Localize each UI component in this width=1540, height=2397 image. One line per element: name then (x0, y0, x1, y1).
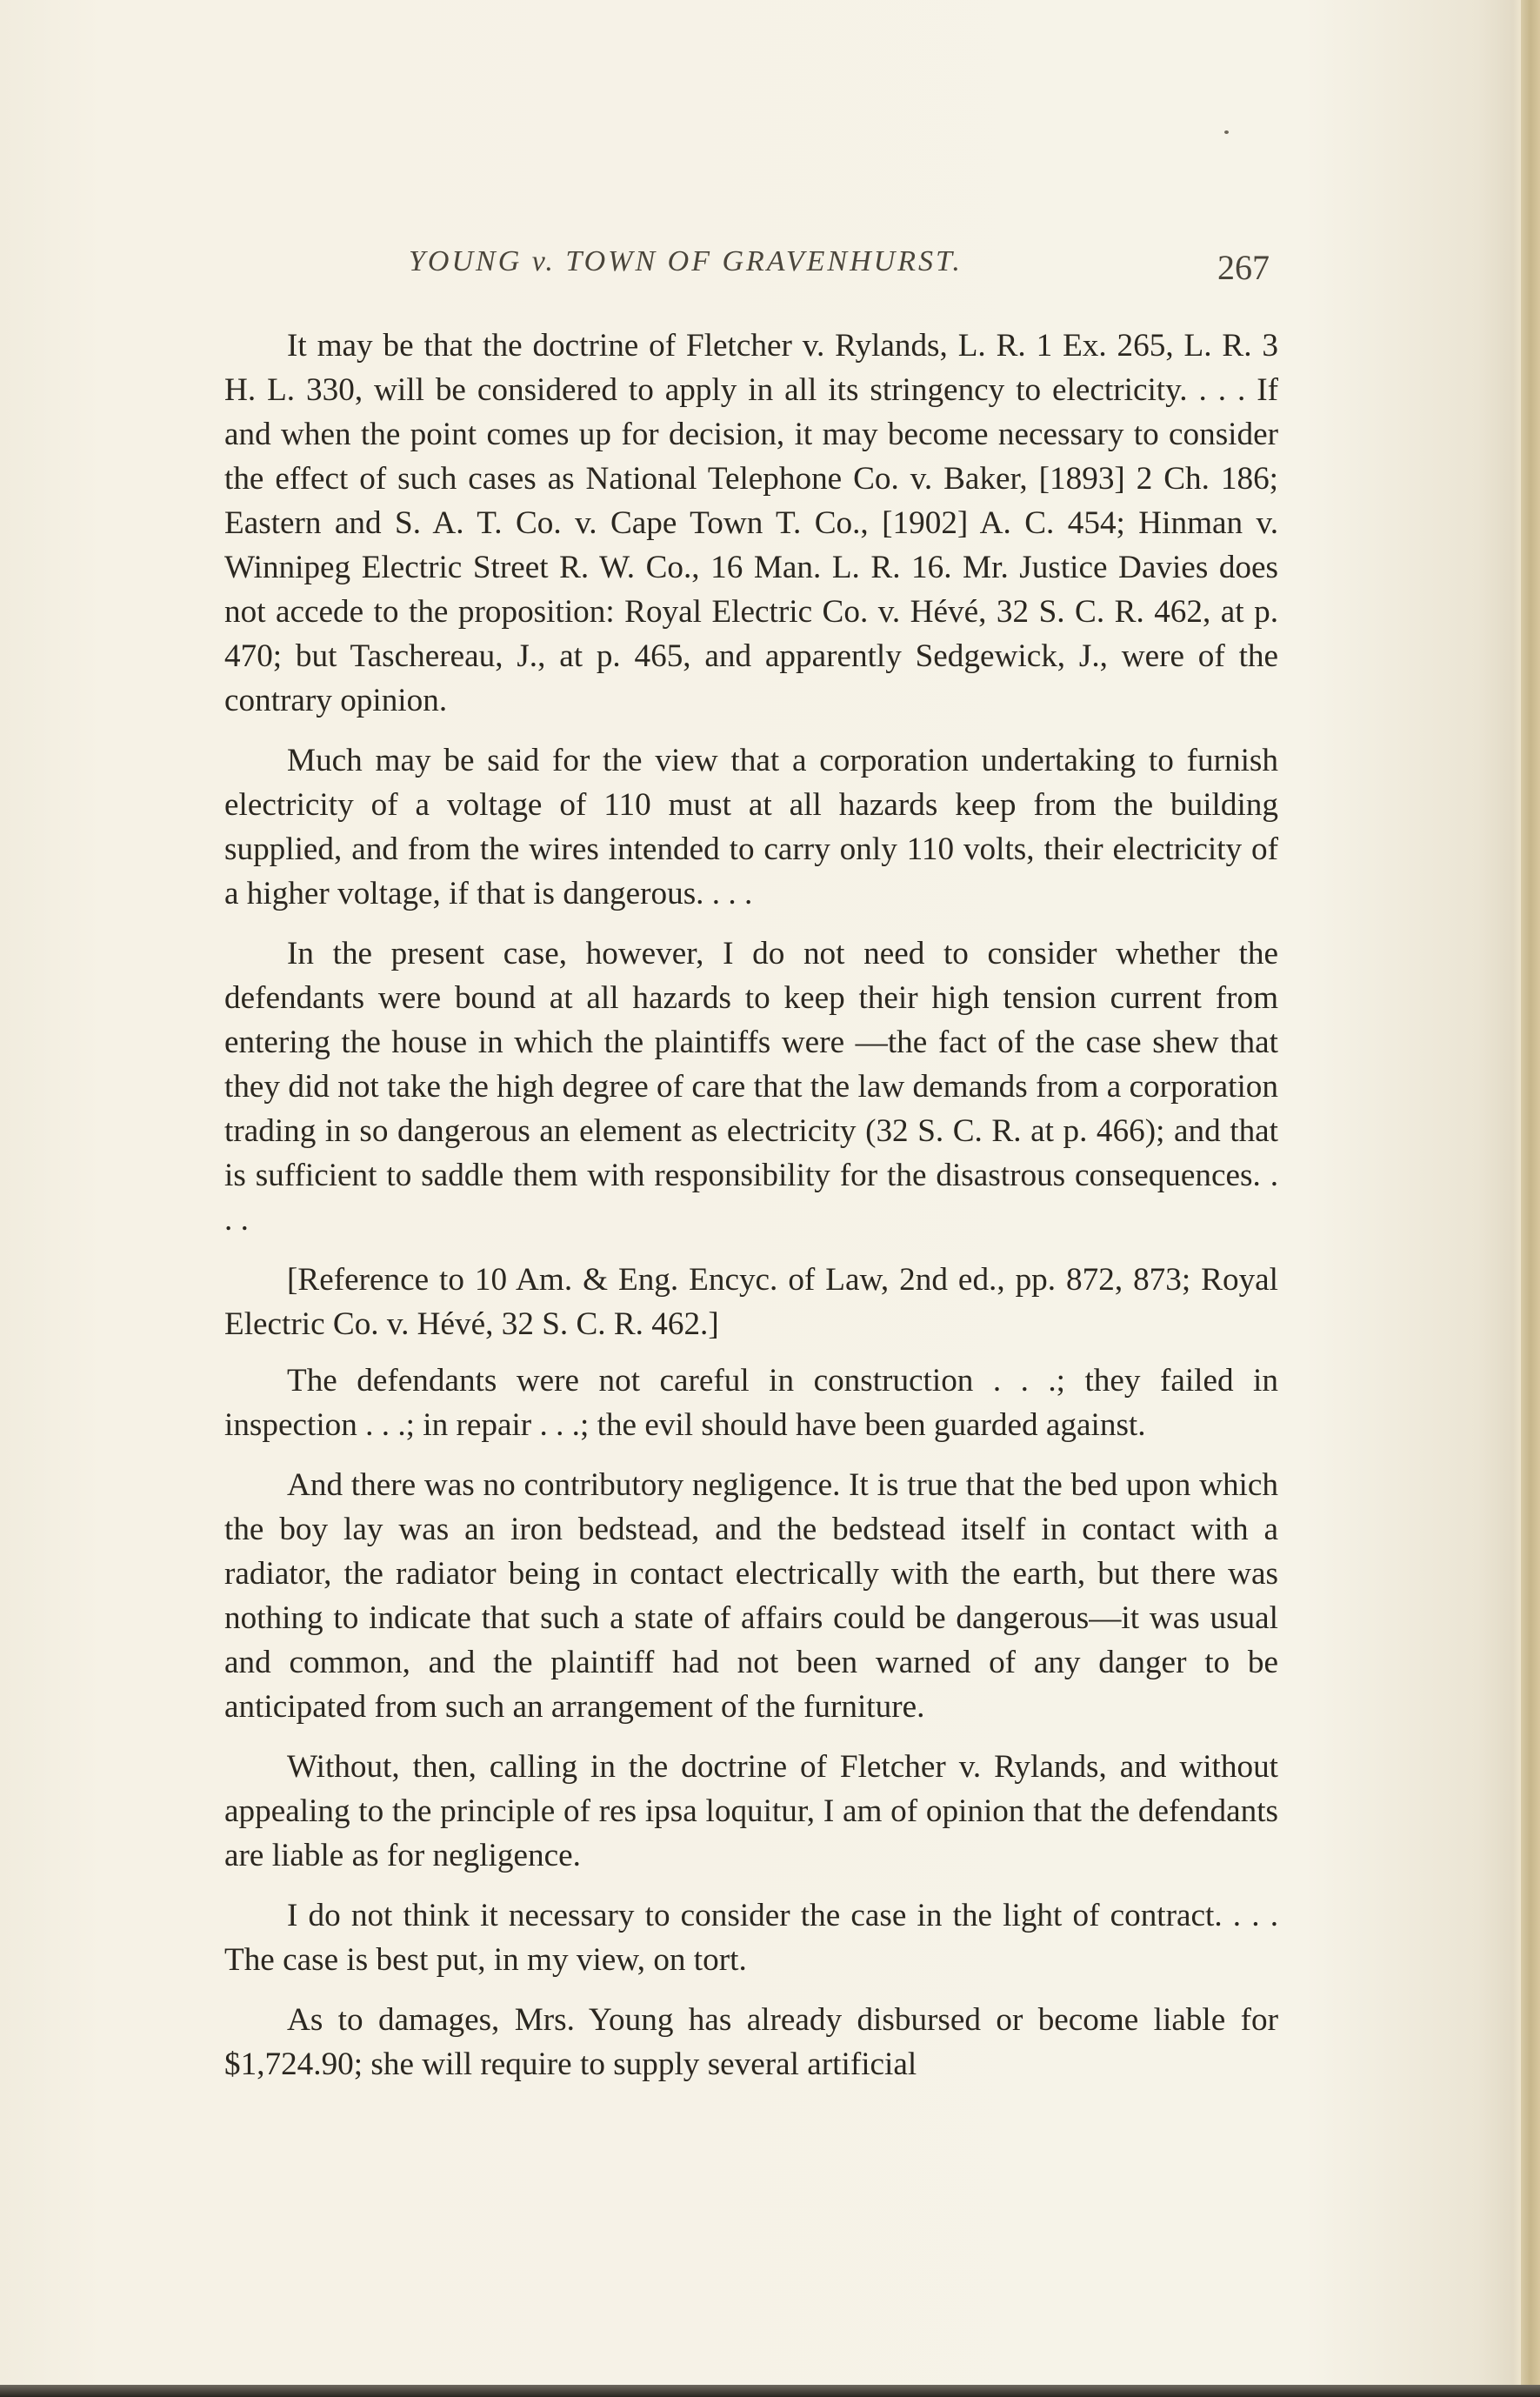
paragraph-damages: As to damages, Mrs. Young has already disbursed or become liable for $1,724.90; she will require to supply several artificial (224, 2002, 1278, 2082)
running-head: YOUNG v. TOWN OF GRAVENHURST. (409, 245, 963, 277)
body-text (224, 324, 1278, 2102)
paragraph-contract-tort: I do not think it necessary to consider the case in the light of contract. . . . The case is best put, in my view, on tort. (224, 1898, 1278, 1978)
paragraph-contributory-negligence: And there was no contributory negligence. It is true that the bed upon which the boy lay was an iron bedstead, and the bedstead itself in contact with a radiator, the radiator being in contact electrically with the earth, but there was nothing to indicate that such a state of affairs could be dangerous—it was usual and common, and the plaintiff had not been warned of any danger to be anticipated from such an arrangement of the furniture. (224, 1467, 1278, 1725)
paragraph-voltage: Much may be said for the view that a corporation undertaking to furnish electricity of a voltage of 110 must at all hazards keep from the building supplied, and from the wires intended to carry only 110 volts, their electricity of a higher voltage, if that is dangerous. . . . (224, 743, 1278, 911)
page-bottom-edge (0, 2385, 1540, 2397)
paragraph-reference: [Reference to 10 Am. & Eng. Encyc. of Law, 2nd ed., pp. 872, 873; Royal Electric Co. v. Hévé, 32 S. C. R. 462.] (224, 1262, 1278, 1342)
paper-speck (1224, 130, 1229, 134)
paragraph-present-case: In the present case, however, I do not need to consider whether the defendants were bound at all hazards to keep their high tension current from entering the house in which the plaintiffs were —the fact of the case shew that they did not take the high degree of care that the law demands from a corporation trading in so dangerous an element as electricity (32 S. C. R. at p. 466); and that is sufficient to saddle them with responsibility for the disastrous consequences. . . . (224, 936, 1278, 1238)
paragraph-defendants-not-careful: The defendants were not careful in construction . . .; they failed in inspection . . .; in repair . . .; the evil should have been guarded against. (224, 1363, 1278, 1443)
paragraph-liable-negligence: Without, then, calling in the doctrine of Fletcher v. Rylands, and without appealing to the principle of res ipsa loquitur, I am of opinion that the defendants are liable as for negligence. (224, 1749, 1278, 1873)
paragraph-fletcher-rylands: It may be that the doctrine of Fletcher v. Rylands, L. R. 1 Ex. 265, L. R. 3 H. L. 330, will be considered to apply in all its stringency to electricity. . . . If and when the point comes up for decision, it may become necessary to consider the effect of such cases as National Telephone Co. v. Baker, [1893] 2 Ch. 186; Eastern and S. A. T. Co. v. Cape Town T. Co., [1902] A. C. 454; Hinman v. Winnipeg Electric Street R. W. Co., 16 Man. L. R. 16. Mr. Justice Davies does not accede to the proposition: Royal Electric Co. v. Hévé, 32 S. C. R. 462, at p. 470; but Taschereau, J., at p. 465, and apparently Sedgewick, J., were of the contrary opinion. (224, 328, 1278, 718)
binding-edge (1521, 0, 1540, 2397)
page-number: 267 (1217, 248, 1270, 287)
